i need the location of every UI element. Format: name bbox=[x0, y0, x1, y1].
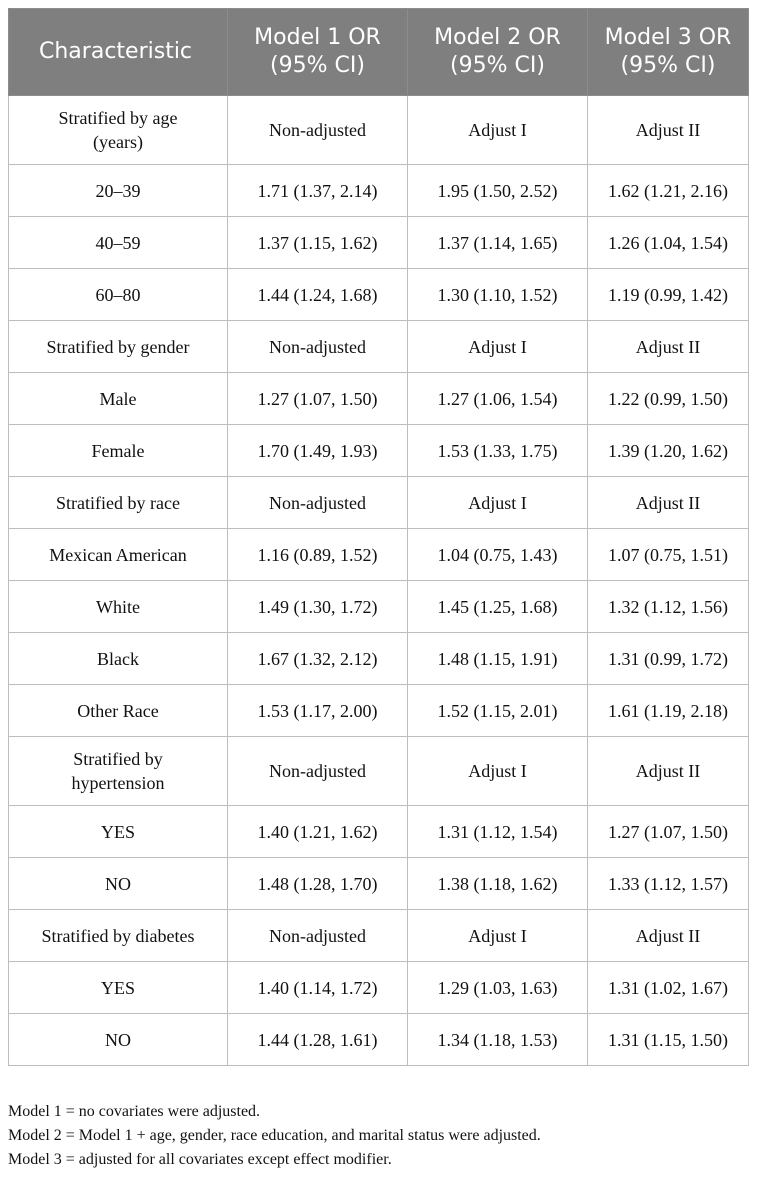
characteristic-cell bbox=[9, 269, 228, 321]
header-model-3-line2: (95% CI) bbox=[620, 53, 716, 78]
table-row bbox=[9, 321, 749, 373]
characteristic-label-line: Other Race bbox=[77, 700, 159, 721]
model-1-value-cell: 1.71 (1.37, 2.14) bbox=[228, 165, 408, 217]
characteristic-cell bbox=[9, 962, 228, 1014]
model-2-value-cell: Adjust I bbox=[408, 910, 588, 962]
characteristic-cell bbox=[9, 910, 228, 962]
model-3-value-cell: 1.22 (0.99, 1.50) bbox=[588, 373, 749, 425]
characteristic-cell bbox=[9, 529, 228, 581]
table-row bbox=[9, 737, 749, 806]
header-model-1 bbox=[228, 9, 408, 96]
model-2-value-cell: Adjust I bbox=[408, 96, 588, 165]
model-3-value-cell: Adjust II bbox=[588, 321, 749, 373]
table-body bbox=[9, 96, 749, 1066]
header-model-2-line2: (95% CI) bbox=[450, 53, 545, 78]
characteristic-label-line: Stratified by diabetes bbox=[41, 925, 195, 946]
model-1-value-cell: Non-adjusted bbox=[228, 321, 408, 373]
characteristic-label-line: YES bbox=[100, 977, 135, 998]
characteristic-cell bbox=[9, 217, 228, 269]
odds-ratio-table bbox=[8, 8, 749, 1066]
characteristic-label-line: NO bbox=[105, 1029, 131, 1050]
header-model-1-line2: (95% CI) bbox=[270, 53, 365, 78]
model-2-value-cell: 1.38 (1.18, 1.62) bbox=[408, 858, 588, 910]
model-1-value-cell: 1.40 (1.21, 1.62) bbox=[228, 806, 408, 858]
model-3-value-cell: 1.31 (1.02, 1.67) bbox=[588, 962, 749, 1014]
model-1-value-cell: 1.48 (1.28, 1.70) bbox=[228, 858, 408, 910]
table-row bbox=[9, 96, 749, 165]
model-1-value-cell: 1.70 (1.49, 1.93) bbox=[228, 425, 408, 477]
model-2-value-cell: 1.48 (1.15, 1.91) bbox=[408, 633, 588, 685]
table-row bbox=[9, 1014, 749, 1066]
model-3-value-cell: 1.33 (1.12, 1.57) bbox=[588, 858, 749, 910]
characteristic-label-line: Mexican American bbox=[49, 544, 187, 565]
model-3-value-cell: 1.27 (1.07, 1.50) bbox=[588, 806, 749, 858]
table-row bbox=[9, 858, 749, 910]
characteristic-cell bbox=[9, 477, 228, 529]
characteristic-label-line: hypertension bbox=[71, 773, 165, 793]
model-2-value-cell: Adjust I bbox=[408, 737, 588, 806]
table-row bbox=[9, 529, 749, 581]
characteristic-label-line: Black bbox=[97, 648, 139, 669]
table-row bbox=[9, 373, 749, 425]
characteristic-label-line: Male bbox=[99, 388, 137, 409]
odds-ratio-table-container bbox=[8, 8, 748, 1066]
characteristic-label-line: (years) bbox=[93, 132, 143, 152]
table-row bbox=[9, 165, 749, 217]
model-3-value-cell: 1.07 (0.75, 1.51) bbox=[588, 529, 749, 581]
model-1-value-cell: 1.40 (1.14, 1.72) bbox=[228, 962, 408, 1014]
footnote-model-2: Model 2 = Model 1 + age, gender, race education, and marital status were adjusted. bbox=[8, 1127, 541, 1144]
characteristic-label-line: Female bbox=[91, 440, 145, 461]
characteristic-cell bbox=[9, 858, 228, 910]
characteristic-label-line: Stratified by bbox=[73, 749, 163, 769]
model-2-value-cell: 1.29 (1.03, 1.63) bbox=[408, 962, 588, 1014]
header-model-3-line1: Model 3 OR bbox=[604, 25, 732, 50]
footnote-model-3: Model 3 = adjusted for all covariates except effect modifier. bbox=[8, 1151, 392, 1168]
header-row bbox=[9, 9, 749, 96]
characteristic-label-line: White bbox=[96, 596, 140, 617]
model-2-value-cell: 1.27 (1.06, 1.54) bbox=[408, 373, 588, 425]
model-2-value-cell: Adjust I bbox=[408, 321, 588, 373]
model-2-value-cell: 1.53 (1.33, 1.75) bbox=[408, 425, 588, 477]
header-characteristic bbox=[9, 9, 228, 96]
model-2-value-cell: 1.04 (0.75, 1.43) bbox=[408, 529, 588, 581]
model-1-value-cell: 1.44 (1.24, 1.68) bbox=[228, 269, 408, 321]
characteristic-cell bbox=[9, 737, 228, 806]
model-3-value-cell: Adjust II bbox=[588, 96, 749, 165]
model-2-value-cell: 1.30 (1.10, 1.52) bbox=[408, 269, 588, 321]
table-row bbox=[9, 581, 749, 633]
characteristic-cell bbox=[9, 165, 228, 217]
model-1-value-cell: 1.37 (1.15, 1.62) bbox=[228, 217, 408, 269]
model-1-value-cell: 1.53 (1.17, 2.00) bbox=[228, 685, 408, 737]
characteristic-label-line: 40–59 bbox=[95, 232, 141, 253]
model-3-value-cell: 1.62 (1.21, 2.16) bbox=[588, 165, 749, 217]
model-1-value-cell: 1.49 (1.30, 1.72) bbox=[228, 581, 408, 633]
table-row bbox=[9, 685, 749, 737]
model-3-value-cell: 1.31 (0.99, 1.72) bbox=[588, 633, 749, 685]
characteristic-label-line: 20–39 bbox=[95, 180, 141, 201]
model-3-value-cell: 1.61 (1.19, 2.18) bbox=[588, 685, 749, 737]
model-2-value-cell: 1.37 (1.14, 1.65) bbox=[408, 217, 588, 269]
characteristic-cell bbox=[9, 633, 228, 685]
table-footnotes bbox=[8, 1100, 768, 1172]
model-1-value-cell: 1.27 (1.07, 1.50) bbox=[228, 373, 408, 425]
model-1-value-cell: Non-adjusted bbox=[228, 737, 408, 806]
model-2-value-cell: 1.95 (1.50, 2.52) bbox=[408, 165, 588, 217]
model-3-value-cell: 1.39 (1.20, 1.62) bbox=[588, 425, 749, 477]
table-row bbox=[9, 910, 749, 962]
model-1-value-cell: Non-adjusted bbox=[228, 96, 408, 165]
table-header bbox=[9, 9, 749, 96]
footnote-model-1: Model 1 = no covariates were adjusted. bbox=[8, 1103, 261, 1120]
characteristic-label-line: Stratified by gender bbox=[46, 336, 190, 357]
model-2-value-cell: 1.52 (1.15, 2.01) bbox=[408, 685, 588, 737]
characteristic-cell bbox=[9, 425, 228, 477]
table-row bbox=[9, 269, 749, 321]
model-2-value-cell: 1.34 (1.18, 1.53) bbox=[408, 1014, 588, 1066]
table-row bbox=[9, 477, 749, 529]
header-model-2-line1: Model 2 OR bbox=[434, 25, 561, 50]
model-1-value-cell: Non-adjusted bbox=[228, 477, 408, 529]
table-row bbox=[9, 217, 749, 269]
characteristic-cell bbox=[9, 321, 228, 373]
model-3-value-cell: Adjust II bbox=[588, 910, 749, 962]
model-2-value-cell: Adjust I bbox=[408, 477, 588, 529]
characteristic-cell bbox=[9, 685, 228, 737]
model-3-value-cell: Adjust II bbox=[588, 477, 749, 529]
table-row bbox=[9, 806, 749, 858]
characteristic-label-line: YES bbox=[100, 821, 135, 842]
characteristic-cell bbox=[9, 96, 228, 165]
table-row bbox=[9, 633, 749, 685]
model-3-value-cell: 1.32 (1.12, 1.56) bbox=[588, 581, 749, 633]
header-model-2 bbox=[408, 9, 588, 96]
model-1-value-cell: Non-adjusted bbox=[228, 910, 408, 962]
characteristic-cell bbox=[9, 1014, 228, 1066]
characteristic-cell bbox=[9, 806, 228, 858]
model-3-value-cell: 1.31 (1.15, 1.50) bbox=[588, 1014, 749, 1066]
characteristic-label-line: 60–80 bbox=[95, 284, 141, 305]
characteristic-cell bbox=[9, 373, 228, 425]
characteristic-label-line: Stratified by age bbox=[58, 108, 178, 128]
header-model-3 bbox=[588, 9, 749, 96]
characteristic-label-line: NO bbox=[105, 873, 131, 894]
model-3-value-cell: Adjust II bbox=[588, 737, 749, 806]
characteristic-label-line: Stratified by race bbox=[56, 492, 180, 513]
model-1-value-cell: 1.44 (1.28, 1.61) bbox=[228, 1014, 408, 1066]
table-row bbox=[9, 962, 749, 1014]
header-model-1-line1: Model 1 OR bbox=[254, 25, 381, 50]
table-row bbox=[9, 425, 749, 477]
model-3-value-cell: 1.26 (1.04, 1.54) bbox=[588, 217, 749, 269]
model-1-value-cell: 1.67 (1.32, 2.12) bbox=[228, 633, 408, 685]
header-characteristic-label: Characteristic bbox=[39, 39, 193, 64]
characteristic-cell bbox=[9, 581, 228, 633]
model-2-value-cell: 1.31 (1.12, 1.54) bbox=[408, 806, 588, 858]
model-3-value-cell: 1.19 (0.99, 1.42) bbox=[588, 269, 749, 321]
model-1-value-cell: 1.16 (0.89, 1.52) bbox=[228, 529, 408, 581]
model-2-value-cell: 1.45 (1.25, 1.68) bbox=[408, 581, 588, 633]
